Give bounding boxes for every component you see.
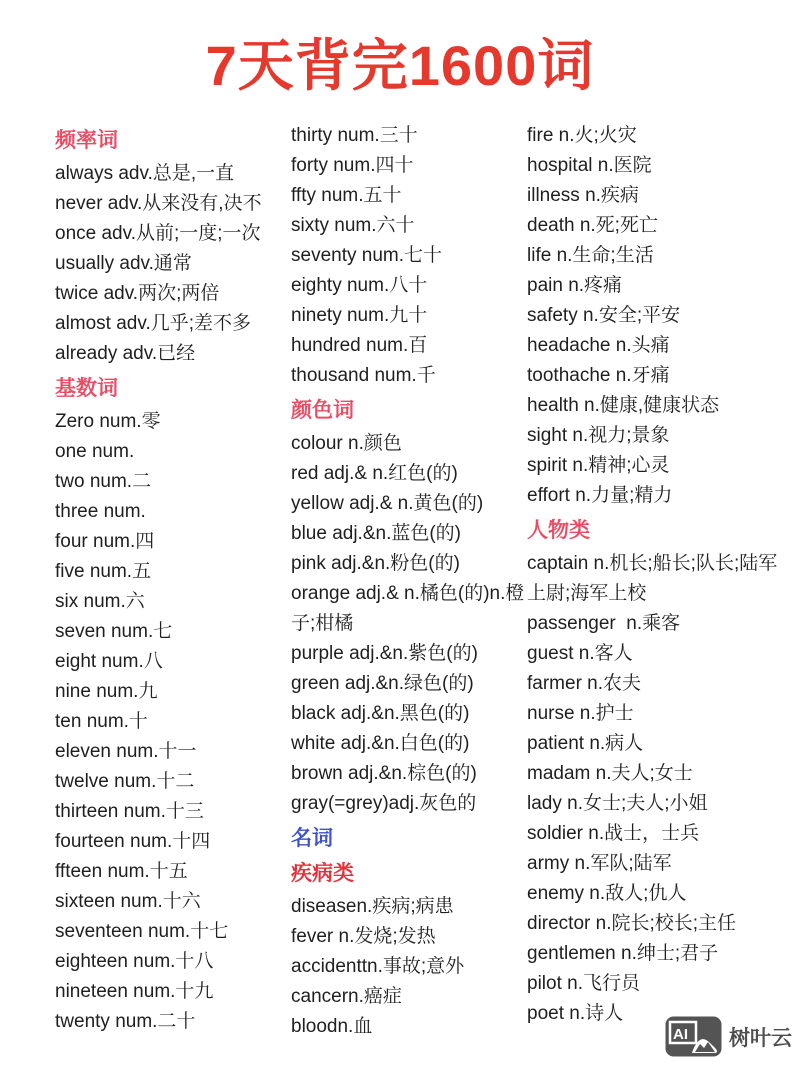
vocab-entry: ninety num.九十 — [291, 305, 428, 326]
vocab-entry: never adv.从来没有,决不 — [55, 193, 262, 214]
vocab-entry: six num.六 — [55, 591, 145, 612]
watermark — [665, 1016, 792, 1057]
vocab-entry: seventy num.七十 — [291, 245, 442, 266]
vocab-entry: passenger n.乘客 — [527, 613, 681, 634]
vocab-entry: ten num.十 — [55, 711, 148, 732]
vocab-entry: seven num.七 — [55, 621, 173, 642]
vocab-entry: colour n.颜色 — [291, 433, 402, 454]
vocab-entry: almost adv.几乎;差不多 — [55, 313, 252, 334]
ai-image-logo-icon — [665, 1016, 722, 1057]
vocab-entry: orange adj.& n.橘色(的)n.橙子;柑橘 — [291, 583, 525, 634]
vocab-entry: thirty num.三十 — [291, 125, 418, 146]
vocab-entry: poet n.诗人 — [527, 1003, 624, 1024]
vocab-entry: twelve num.十二 — [55, 771, 195, 792]
vocab-entry: thirteen num.十三 — [55, 801, 204, 822]
section-header: 颜色词 — [291, 399, 354, 422]
vocab-entry: white adj.&n.白色(的) — [291, 733, 470, 754]
watermark-brand: 树叶云 — [729, 1026, 792, 1050]
vocab-entry: forty num.四十 — [291, 155, 414, 176]
vocab-entry: Zero num.零 — [55, 411, 161, 432]
vocab-entry: director n.院长;校长;主任 — [527, 913, 737, 934]
vocab-entry: pain n.疼痛 — [527, 275, 623, 296]
vocab-entry: captain n.机长;船长;队长;陆军上尉;海军上校 — [527, 553, 778, 604]
vocab-entry: sixty num.六十 — [291, 215, 415, 236]
vocab-entry: purple adj.&n.紫色(的) — [291, 643, 478, 664]
vocab-entry: eleven num.十一 — [55, 741, 197, 762]
vocab-entry: farmer n.农夫 — [527, 673, 642, 694]
vocab-entry: toothache n.牙痛 — [527, 365, 670, 386]
vocab-entry: once adv.从前;一度;一次 — [55, 223, 261, 244]
vocab-entry: pink adj.&n.粉色(的) — [291, 553, 460, 574]
vocab-entry: effort n.力量;精力 — [527, 485, 673, 506]
page-title: 7天背完1600词 — [205, 34, 595, 97]
vocab-entry: fire n.火;火灾 — [527, 125, 637, 146]
vocab-entry: accidenttn.事故;意外 — [291, 956, 465, 977]
vocab-entry: three num. — [55, 501, 146, 522]
vocab-entry: pilot n.飞行员 — [527, 973, 640, 994]
vocab-entry: already adv.已经 — [55, 343, 196, 364]
vocab-entry: two num.二 — [55, 471, 152, 492]
vocab-entry: guest n.客人 — [527, 643, 633, 664]
vocab-entry: fever n.发烧;发热 — [291, 926, 436, 947]
section-header: 人物类 — [527, 519, 590, 542]
vocab-entry: one num. — [55, 441, 135, 462]
vocab-entry: sight n.视力;景象 — [527, 425, 670, 446]
logo-ai-text: AI — [673, 1026, 688, 1043]
vocab-entry: hospital n.医院 — [527, 155, 652, 176]
vocab-entry: five num.五 — [55, 561, 152, 582]
vocab-entry: black adj.&n.黑色(的) — [291, 703, 470, 724]
vocab-entry: death n.死;死亡 — [527, 215, 658, 236]
vocab-entry: gray(=grey)adj.灰色的 — [291, 793, 477, 814]
vocab-entry: headache n.头痛 — [527, 335, 670, 356]
section-header: 疾病类 — [291, 862, 354, 885]
vocab-entry: lady n.女士;夫人;小姐 — [527, 793, 708, 814]
vocab-entry: cancern.癌症 — [291, 986, 402, 1007]
vocab-entry: seventeen num.十七 — [55, 921, 229, 942]
vocab-entry: spirit n.精神;心灵 — [527, 455, 670, 476]
vocab-entry: twenty num.二十 — [55, 1011, 196, 1032]
vocab-entry: sixteen num.十六 — [55, 891, 201, 912]
vocab-entry: green adj.&n.绿色(的) — [291, 673, 474, 694]
vocab-entry: nine num.九 — [55, 681, 158, 702]
vocab-entry: health n.健康,健康状态 — [527, 395, 720, 416]
vocab-column-2 — [291, 121, 528, 1042]
vocab-entry: ffty num.五十 — [291, 185, 402, 206]
vocab-entry: eighteen num.十八 — [55, 951, 214, 972]
vocab-entry: brown adj.&n.棕色(的) — [291, 763, 477, 784]
vocab-entry: diseasen.疾病;病患 — [291, 896, 454, 917]
vocab-entry: soldier n.战士，士兵 — [527, 823, 700, 844]
vocab-entry: usually adv.通常 — [55, 253, 192, 274]
vocab-entry: eight num.八 — [55, 651, 163, 672]
vocab-entry: ffteen num.十五 — [55, 861, 188, 882]
vocab-entry: illness n.疾病 — [527, 185, 639, 206]
vocab-entry: yellow adj.& n.黄色(的) — [291, 493, 484, 514]
vocab-entry: army n.军队;陆军 — [527, 853, 672, 874]
vocab-entry: red adj.& n.红色(的) — [291, 463, 458, 484]
vocab-entry: enemy n.敌人;仇人 — [527, 883, 687, 904]
vocab-entry: blue adj.&n.蓝色(的) — [291, 523, 462, 544]
vocab-entry: nurse n.护士 — [527, 703, 634, 724]
vocab-entry: four num.四 — [55, 531, 155, 552]
vocab-entry: always adv.总是,一直 — [55, 163, 235, 184]
vocab-entry: patient n.病人 — [527, 733, 644, 754]
vocab-column-1 — [55, 121, 292, 1037]
vocab-entry: nineteen num.十九 — [55, 981, 214, 1002]
section-header: 基数词 — [55, 377, 118, 400]
section-header: 频率词 — [55, 129, 118, 152]
vocab-entry: gentlemen n.绅士;君子 — [527, 943, 719, 964]
vocab-column-3 — [527, 121, 785, 1029]
vocab-entry: life n.生命;生活 — [527, 245, 654, 266]
vocab-entry: thousand num.千 — [291, 365, 436, 386]
vocab-entry: eighty num.八十 — [291, 275, 428, 296]
vocab-entry: bloodn.血 — [291, 1016, 373, 1037]
vocab-entry: fourteen num.十四 — [55, 831, 211, 852]
vocab-entry: twice adv.两次;两倍 — [55, 283, 220, 304]
vocab-entry: madam n.夫人;女士 — [527, 763, 693, 784]
vocab-entry: safety n.安全;平安 — [527, 305, 681, 326]
vocab-entry: hundred num.百 — [291, 335, 428, 356]
section-header: 名词 — [291, 827, 333, 850]
